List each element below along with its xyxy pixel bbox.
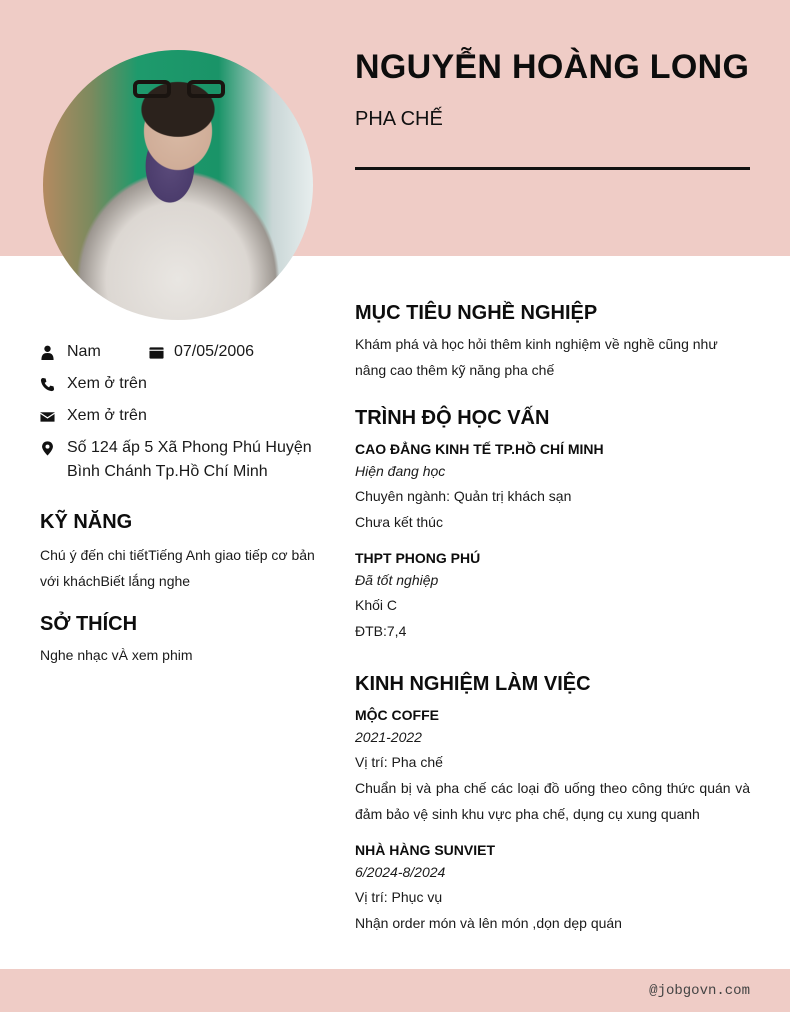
school-name: CAO ĐẲNG KINH TẾ TP.HỒ CHÍ MINH: [355, 441, 604, 457]
calendar-icon: [149, 341, 174, 363]
work-position: Vị trí: Phục vụ: [355, 889, 443, 905]
work-period: 6/2024-8/2024: [355, 864, 446, 880]
map-pin-icon: [40, 437, 67, 459]
work-description: Chuẩn bị và pha chế các loại đồ uống theo công thức quán và đảm bảo vệ sinh khu vực pha chế, dụng cụ xung quanh: [355, 780, 750, 822]
education-detail: ĐTB:7,4: [355, 623, 407, 639]
phone-icon: [40, 373, 67, 395]
job-title: PHA CHẾ: [355, 108, 443, 130]
hobbies-text: Nghe nhạc vÀ xem phim: [40, 647, 193, 663]
phone-value: Xem ở trên: [67, 375, 147, 392]
contact-row-email: [40, 405, 320, 427]
experience-section: [355, 673, 750, 936]
work-position: Vị trí: Pha chế: [355, 754, 443, 770]
profile-photo: [43, 50, 313, 320]
education-heading: TRÌNH ĐỘ HỌC VẤN: [355, 407, 550, 429]
objective-section: [355, 302, 750, 383]
experience-heading: KINH NGHIỆM LÀM VIỆC: [355, 673, 591, 695]
contact-row-address: [40, 437, 320, 484]
skills-text: Chú ý đến chi tiếtTiếng Anh giao tiếp cơ bản với kháchBiết lắng nghe: [40, 547, 315, 589]
education-status: Đã tốt nghiệp: [355, 572, 439, 588]
contact-row-gender-dob: [40, 341, 320, 363]
footer-watermark: @jobgovn.com: [649, 983, 750, 999]
experience-item: [355, 705, 750, 827]
company-name: MỘC COFFE: [355, 707, 439, 723]
email-value: Xem ở trên: [67, 407, 147, 424]
title-divider: [355, 167, 750, 170]
education-section: [355, 407, 750, 644]
education-item: [355, 439, 750, 535]
contact-info: [40, 341, 320, 494]
work-period: 2021-2022: [355, 729, 422, 745]
glasses-detail: [133, 80, 225, 100]
objective-text: Khám phá và học hỏi thêm kinh nghiệm về nghề cũng như nâng cao thêm kỹ năng pha chế: [355, 336, 718, 378]
address-value: Số 124 ấp 5 Xã Phong Phú Huyện Bình Chánh Tp.Hồ Chí Minh: [67, 439, 312, 480]
education-detail: Chuyên ngành: Quản trị khách sạn: [355, 488, 572, 504]
skills-heading: KỸ NĂNG: [40, 511, 133, 533]
skills-section: [40, 511, 320, 594]
gender-value: Nam: [67, 343, 101, 360]
dob-value: 07/05/2006: [174, 343, 255, 360]
school-name: THPT PHONG PHÚ: [355, 550, 481, 566]
candidate-name: NGUYỄN HOÀNG LONG: [355, 48, 750, 86]
experience-item: [355, 840, 750, 936]
contact-row-phone: [40, 373, 320, 395]
hobbies-heading: SỞ THÍCH: [40, 613, 138, 635]
education-detail: Chưa kết thúc: [355, 514, 443, 530]
objective-heading: MỤC TIÊU NGHỀ NGHIỆP: [355, 302, 598, 324]
education-detail: Khối C: [355, 597, 398, 613]
education-status: Hiện đang học: [355, 463, 446, 479]
envelope-icon: [40, 405, 67, 427]
person-icon: [40, 341, 67, 363]
work-description: Nhận order món và lên món ,dọn dẹp quán: [355, 915, 622, 931]
education-item: [355, 548, 750, 644]
company-name: NHÀ HÀNG SUNVIET: [355, 842, 496, 858]
footer-band: [0, 969, 790, 1012]
hobbies-section: [40, 613, 320, 668]
